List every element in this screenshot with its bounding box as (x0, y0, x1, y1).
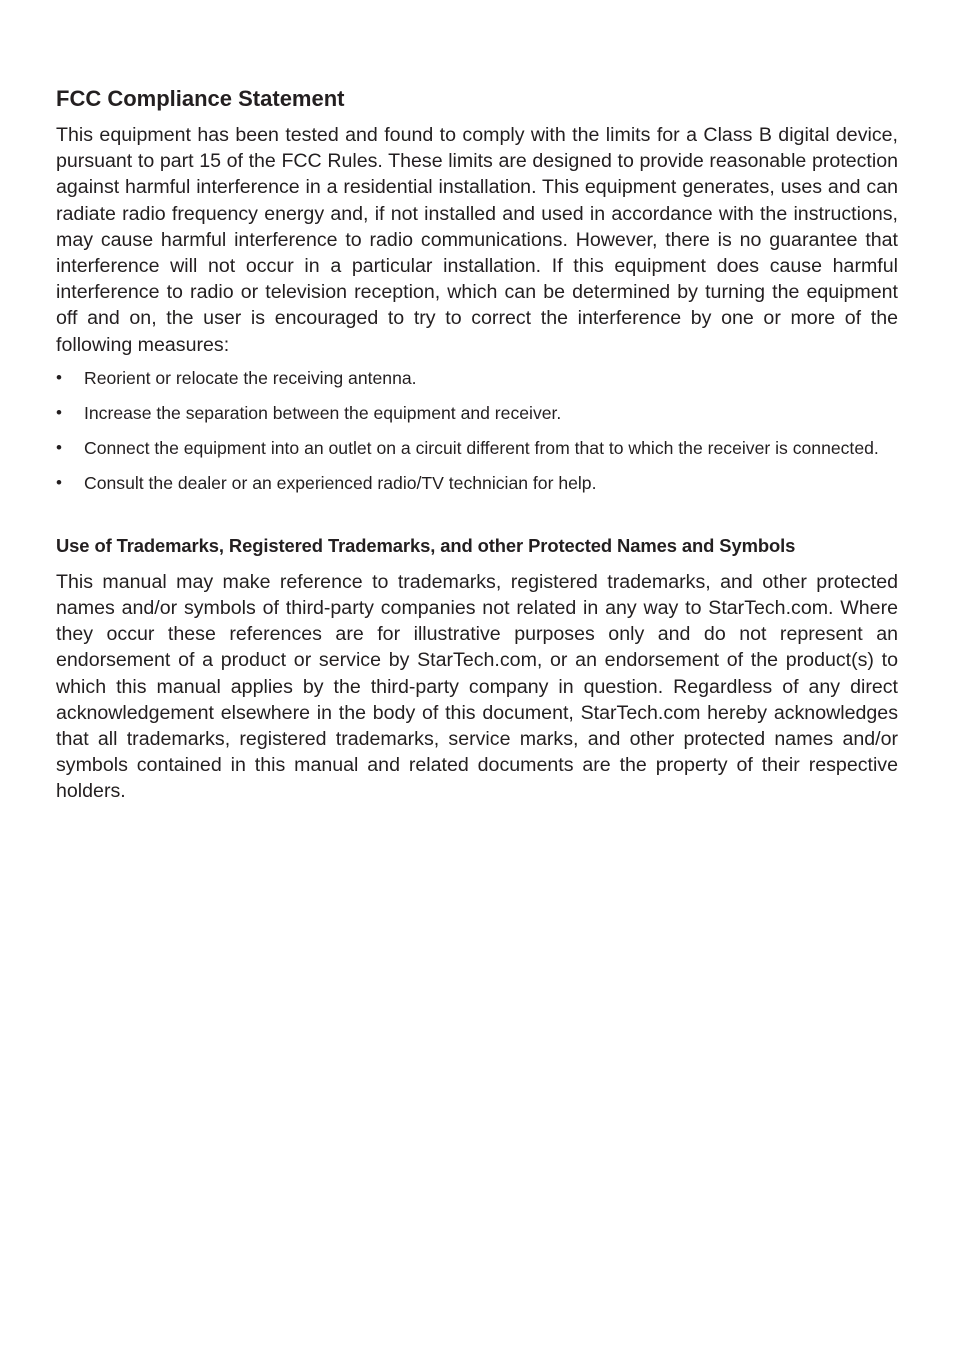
list-item-text: Increase the separation between the equipment and receiver. (84, 402, 562, 423)
list-item (56, 401, 884, 425)
document-page (56, 84, 898, 805)
fcc-heading: FCC Compliance Statement (56, 86, 345, 111)
bullet-icon: • (56, 472, 62, 492)
list-item-text: Connect the equipment into an outlet on a circuit different from that to which the receiver is connected. (84, 437, 879, 458)
list-item (56, 366, 884, 390)
list-item (56, 436, 884, 460)
list-item-text: Reorient or relocate the receiving antenna. (84, 367, 417, 388)
list-item (56, 471, 884, 495)
bullet-icon: • (56, 437, 62, 457)
fcc-paragraph: This equipment has been tested and found to comply with the limits for a Class B digital device, pursuant to part 15 of the FCC Rules. These limits are designed to provide reasonable protection against harmful interference in a residential installation. This equipment generates, uses and can radiate radio frequency energy and, if not installed and used in accordance with the instructions, may cause harmful interference to radio communications. However, there is no guarantee that interference will not occur in a particular installation. If this equipment does cause harmful interference to radio or television reception, which can be determined by turning the equipment off and on, the user is encouraged to try to correct the interference by one or more of the following measures: (56, 124, 898, 356)
fcc-measures-list (56, 366, 898, 495)
trademarks-heading: Use of Trademarks, Registered Trademarks, and other Protected Names and Symbols (56, 534, 796, 556)
trademarks-paragraph: This manual may make reference to trademarks, registered trademarks, and other protected names and/or symbols of third-party companies not related in any way to StarTech.com. Where they occur these references are for illustrative purposes only and do not represent an endorsement of a product or service by StarTech.com, or an endorsement of the product(s) to which this manual applies by the third-party company in question. Regardless of any direct acknowledgement elsewhere in the body of this document, StarTech.com hereby acknowledges that all trademarks, registered trademarks, service marks, and other protected names and/or symbols contained in this manual and related documents are the property of their respective holders. (56, 570, 898, 803)
bullet-icon: • (56, 367, 62, 387)
bullet-icon: • (56, 402, 62, 422)
list-item-text: Consult the dealer or an experienced radio/TV technician for help. (84, 472, 597, 493)
